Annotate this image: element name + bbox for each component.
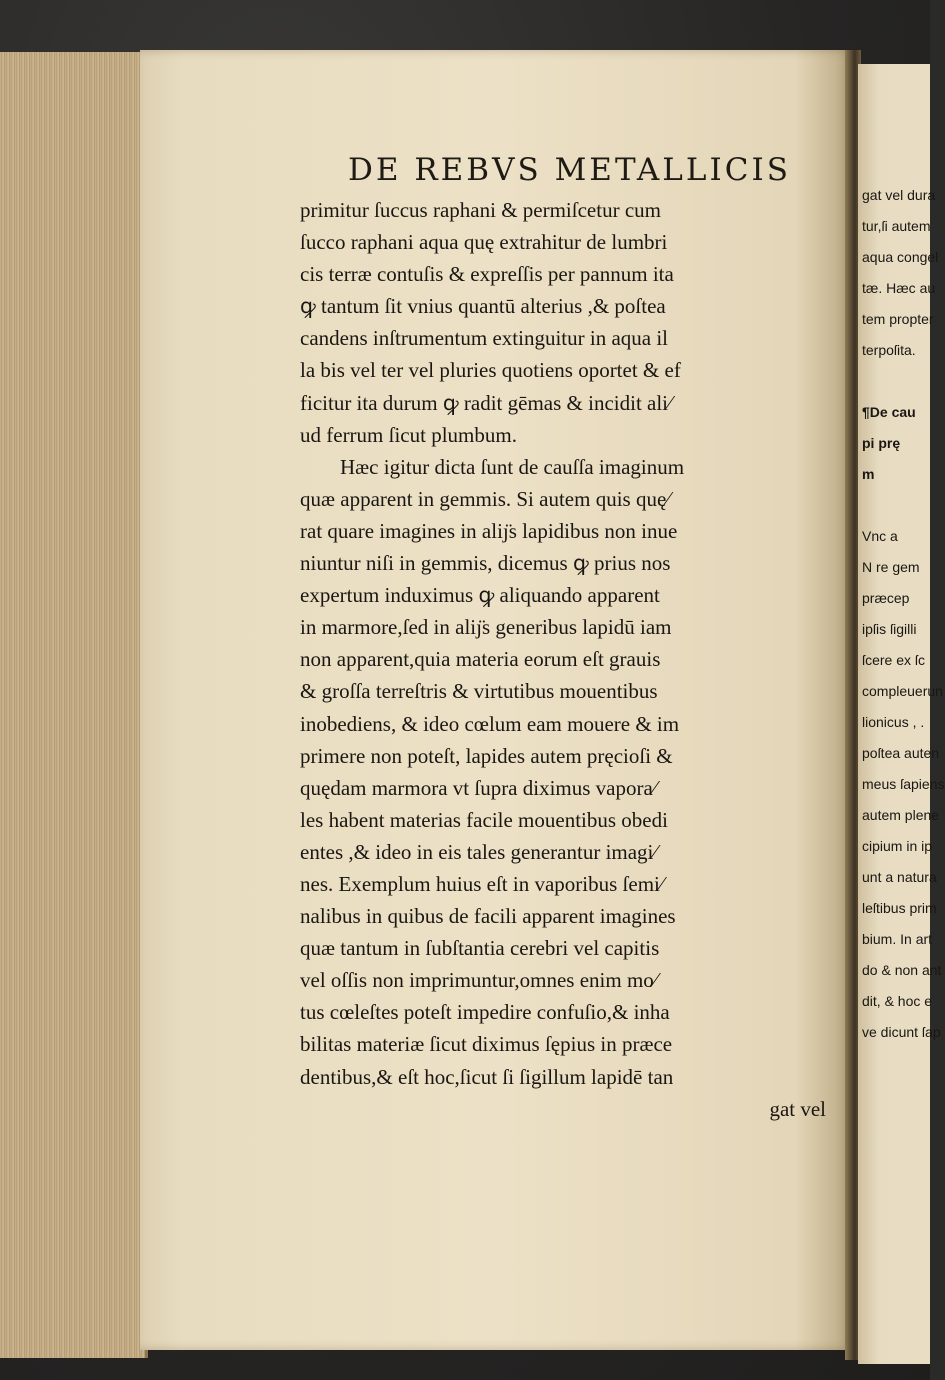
text-line: quędam marmora vt ſupra diximus vapora⁄ [300,775,657,800]
running-head: DE REBVS METALLICIS [348,152,791,188]
text-line: bilitas materiæ ſicut diximus ſępius in præce [300,1032,673,1057]
facing-line: do & non ant [862,962,942,978]
facing-line [862,490,930,521]
facing-line [862,366,930,397]
text-line: nes. Exemplum huius eſt in vaporibus ſemi⁄ [300,871,664,896]
paragraph-start-line: Hæc igitur dicta ſunt de cauſſa imaginum [340,454,685,479]
facing-line: tæ. Hæc au [862,280,936,296]
text-line: ficitur ita durum ꝙ radit gēmas & incidit ali⁄ [300,390,672,415]
catchword: gat vel [769,1096,826,1121]
text-line: rat quare imagines in aliȷ̈s lapidibus non inue [300,518,678,543]
text-line: ud ferrum ſicut plumbum. [300,422,517,447]
facing-line: tem propter [862,311,934,327]
text-line: dentibus,& eſt hoc,ſicut ſi ſigillum lapidē tan [300,1064,674,1089]
facing-line: autem plene [862,807,940,823]
text-line: in marmore,ſed in aliȷ̈s generibus lapidū iam [300,615,672,640]
facing-line: compleuerun [862,683,943,699]
text-line: ſucco raphani aqua quę extrahitur de lumbri [300,230,668,255]
body-text [300,194,840,1125]
facing-line: meus ſapiens [862,776,945,792]
facing-line: ve dicunt ſap [862,1024,941,1040]
text-line: inobediens, & ideo cœlum eam mouere & im [300,711,680,736]
facing-line: ſcere ex ſc [862,652,926,668]
text-line: entes ,& ideo in eis tales generantur imagi⁄ [300,839,657,864]
facing-line: unt a natura [862,869,937,885]
facing-heading-line: pi prę [862,435,901,451]
text-line: candens inſtrumentum extinguitur in aqua il [300,326,669,351]
facing-line: tur,ſi autem [862,218,931,234]
facing-line: lionicus , . [862,714,925,730]
text-line: non apparent,quia materia eorum eſt grauis [300,647,661,672]
text-line: primere non poteſt, lapides autem pręcioſi & [300,743,673,768]
text-line: ꝙ tantum ſit vnius quantū alterius ,& poſtea [300,294,666,319]
text-line: & groſſa terreſtris & virtutibus mouentibus [300,679,658,704]
facing-line: dit, & hoc e [862,993,933,1009]
facing-line: ipſis ſigilli [862,621,917,637]
facing-page-text [862,180,945,1048]
text-line: quæ apparent in gemmis. Si autem quis quę⁄ [300,486,670,511]
facing-line: terpoſita. [862,342,916,358]
text-line: la bis vel ter vel pluries quotiens oportet & ef [300,358,681,383]
text-line: les habent materias facile mouentibus obedi [300,807,668,832]
text-line: cis terræ contuſis & expreſſis per pannum ita [300,262,674,287]
facing-line: bium. In art [862,931,933,947]
text-line: tus cœleſtes poteſt impedire confuſio,& inha [300,1000,670,1025]
facing-line: poſtea auten [862,745,940,761]
text-line: vel oſſis non imprimuntur,omnes enim mo⁄ [300,968,658,993]
facing-line: præcep [862,590,910,606]
text-line: quæ tantum in ſubſtantia cerebri vel capitis [300,936,660,961]
text-line: primitur ſuccus raphani & permiſcetur cum [300,198,661,222]
text-line: niuntur niſi in gemmis, dicemus ꝙ prius nos [300,551,671,576]
text-line: nalibus in quibus de facili apparent imagines [300,904,676,929]
facing-heading-line: ¶De cau [862,404,916,420]
facing-line: aqua congel [862,249,939,265]
text-line: expertum induximus ꝙ aliquando apparent [300,583,660,608]
facing-heading-line: m [862,466,875,482]
book-page-edges [0,52,148,1358]
facing-line: gat vel dura [862,187,936,203]
facing-line: cipium in ip [862,838,933,854]
facing-line: Vnc a [862,528,898,544]
facing-line: N re gem [862,559,920,575]
facing-line: leſtibus prim [862,900,937,916]
